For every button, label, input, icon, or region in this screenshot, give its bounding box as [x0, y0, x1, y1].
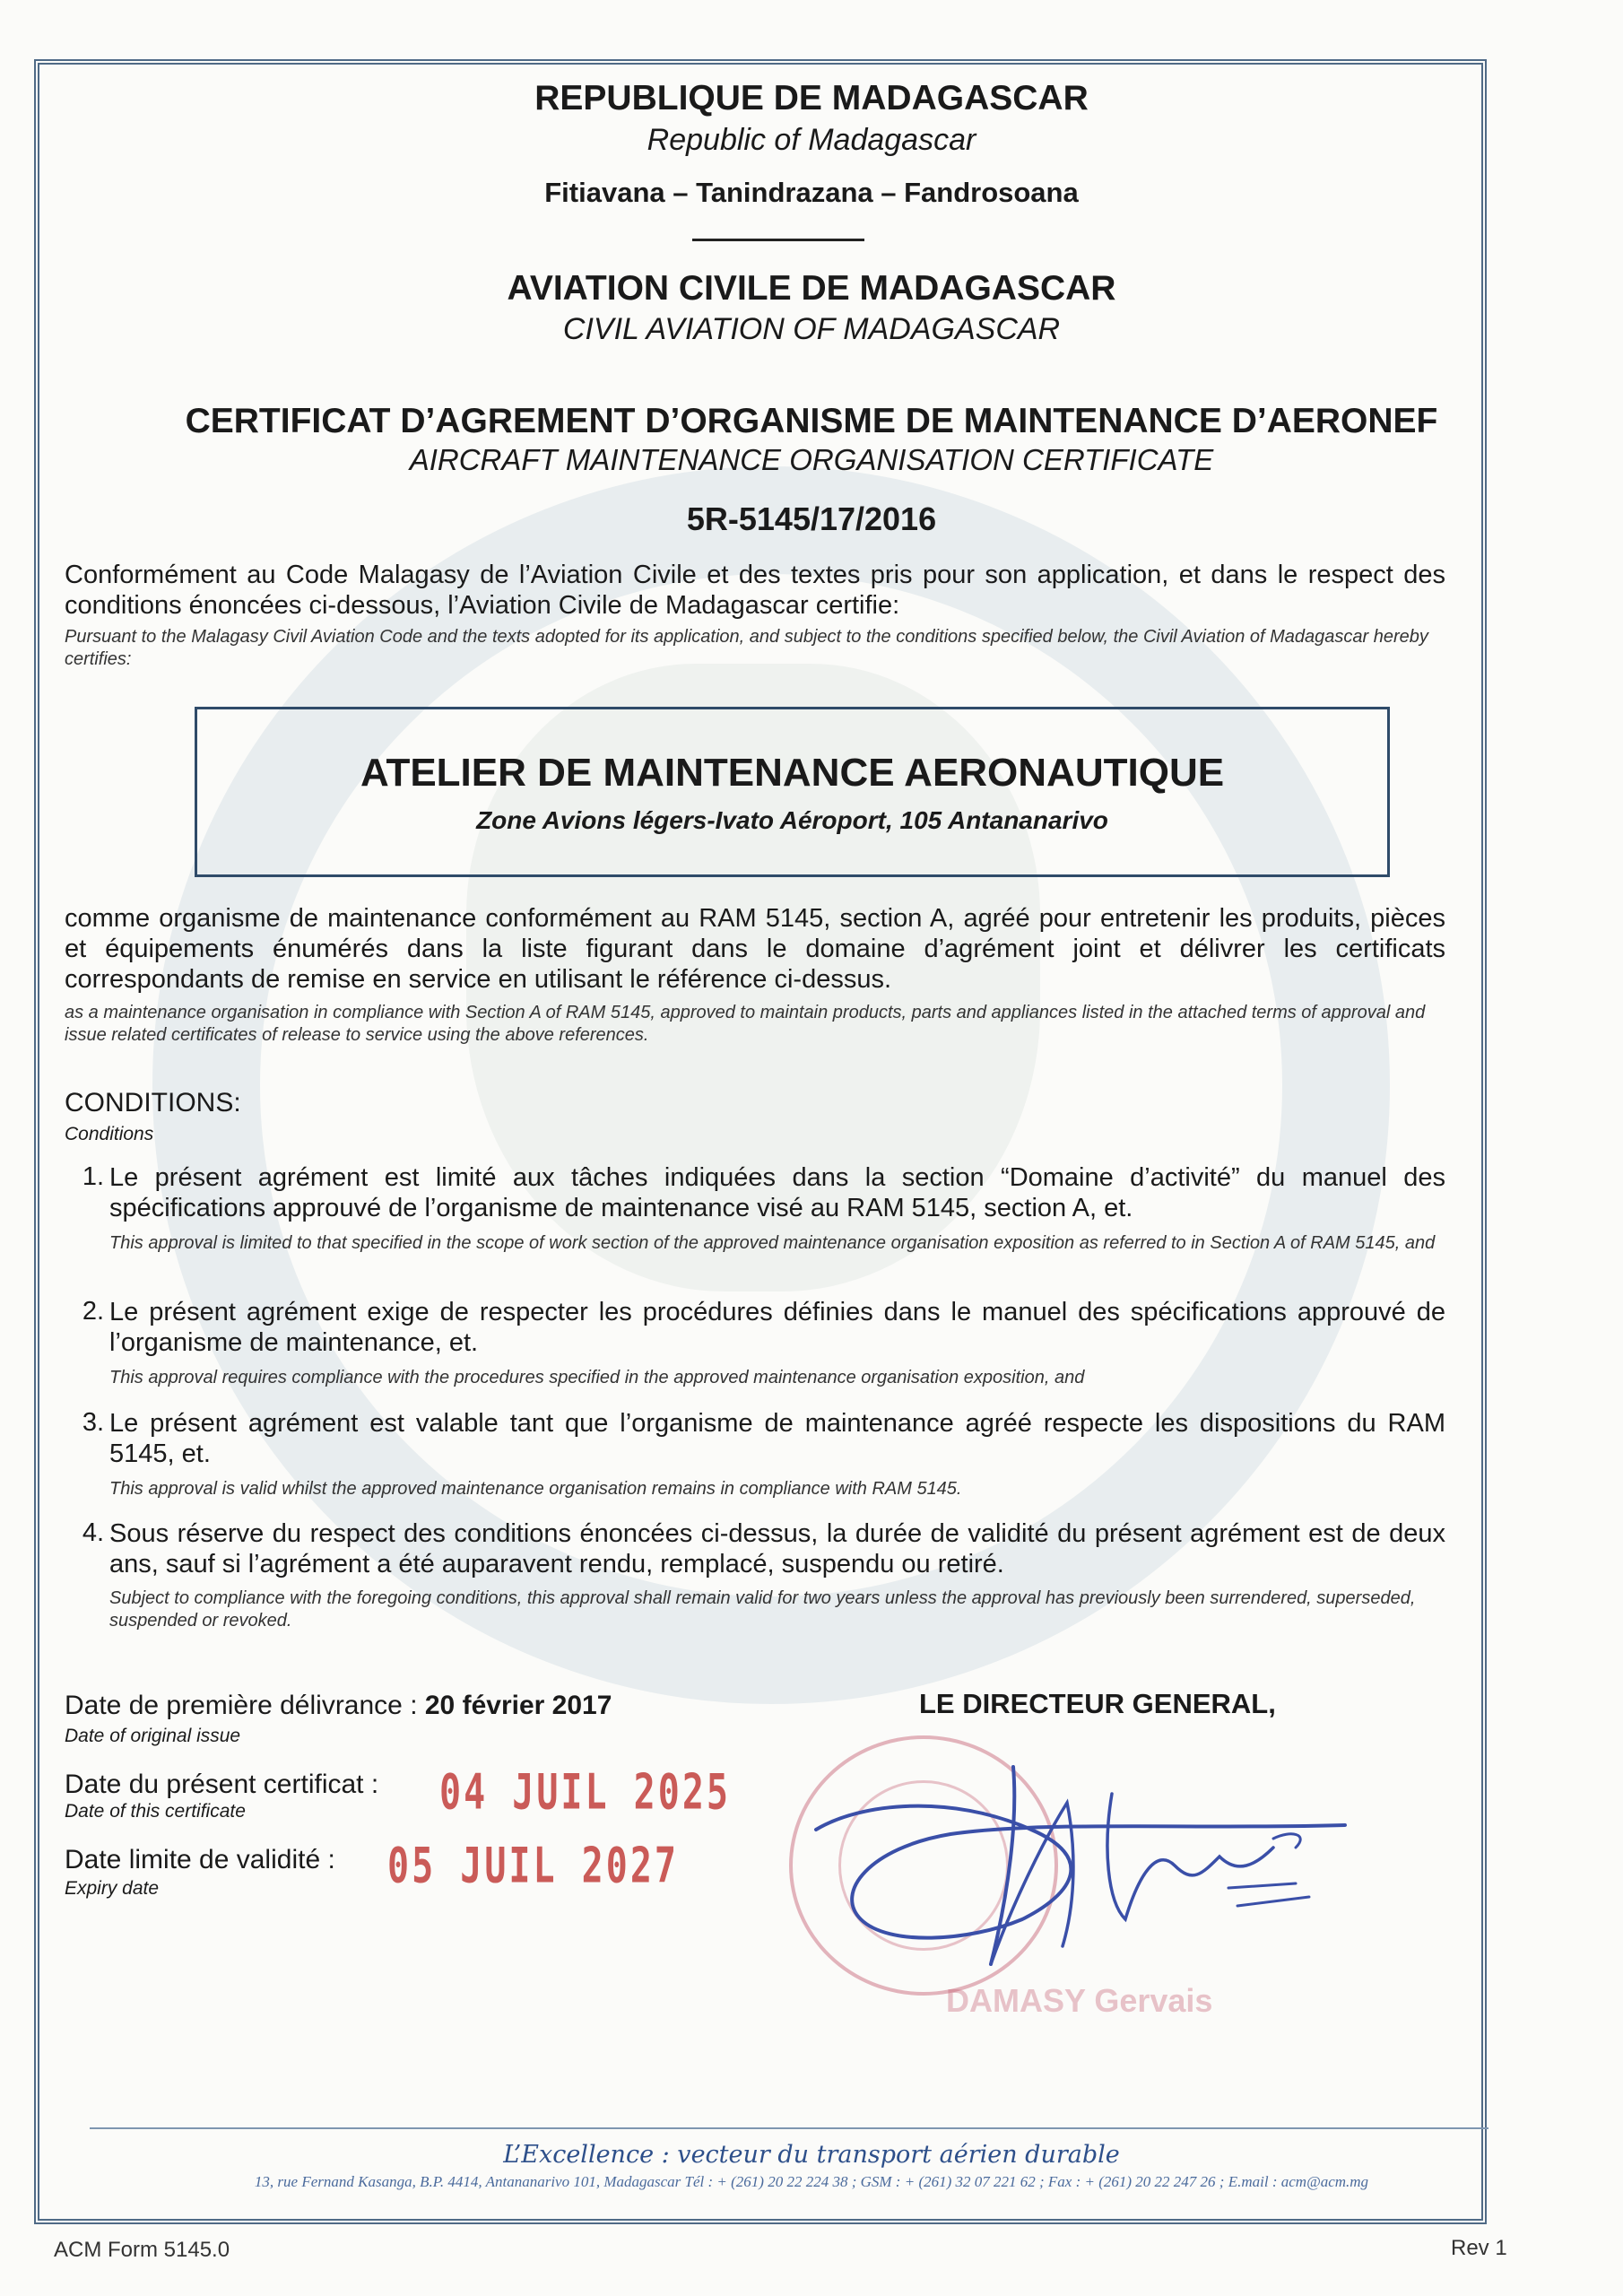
- organisation-address: Zone Avions légers-Ivato Aéroport, 105 Antananarivo: [476, 806, 1108, 834]
- revision-label: Rev 1: [1451, 2236, 1507, 2260]
- intro-text-fr: Conformément au Code Malagasy de l’Aviation Civile et des textes pris pour son application, et dans le respect des conditions énoncées ci-dessous, l’Aviation Civile de Madagascar certifie:: [65, 561, 1445, 620]
- footer-address: 13, rue Fernand Kasanga, B.P. 4414, Antananarivo 101, Madagascar Tél : + (261) 20 22 224 38 ; GSM : + (261) 32 07 221 62 ; Fax : + (261) 20 22 247 26 ; E.mail : acm@acm.mg: [254, 2173, 1369, 2190]
- conditions-title: CONDITIONS:: [65, 1088, 241, 1118]
- director-title: LE DIRECTEUR GENERAL,: [919, 1688, 1276, 1719]
- condition-text-en: This approval is limited to that specified in the scope of work section of the approved maintenance organisation exposition as referred to in Section A of RAM 5145, and: [109, 1233, 1436, 1253]
- condition-text-en: Subject to compliance with the foregoing conditions, this approval shall remain valid for two years unless the approval has previously been surrendered, superseded, suspended or revoked.: [109, 1588, 1416, 1631]
- scope-text-en: as a maintenance organisation in compliance with Section A of RAM 5145, approved to maintain products, parts and appliances listed in the attached terms of approval and issue related certificates of release to service using the above references.: [65, 1003, 1426, 1045]
- certificate-title-fr: CERTIFICAT D’AGREMENT D’ORGANISME DE MAINTENANCE D’AERONEF: [185, 402, 1438, 440]
- intro-text-en: Pursuant to the Malagasy Civil Aviation Code and the texts adopted for its application, and subject to the conditions specified below, the Civil Aviation of Madagascar hereby certifies:: [65, 627, 1428, 669]
- authority-title-en: CIVIL AVIATION OF MADAGASCAR: [562, 312, 1061, 346]
- organisation-name: ATELIER DE MAINTENANCE AERONAUTIQUE: [360, 751, 1225, 795]
- organisation-box: [195, 707, 1390, 877]
- current-certificate-label: Date du présent certificat :: [65, 1770, 379, 1799]
- original-issue-label-en: Date of original issue: [65, 1726, 241, 1746]
- condition-number: 1.: [82, 1162, 104, 1191]
- original-issue-date: 20 février 2017: [424, 1691, 612, 1720]
- original-issue-label: Date de première délivrance :: [65, 1691, 418, 1720]
- current-certificate-label-en: Date of this certificate: [65, 1801, 246, 1822]
- national-motto: Fitiavana – Tanindrazana – Fandrosoana: [544, 177, 1079, 208]
- footer-divider: [90, 2127, 1488, 2129]
- condition-number: 3.: [82, 1408, 104, 1437]
- condition-text-en: This approval requires compliance with the procedures specified in the approved maintenance organisation exposition, and: [109, 1368, 1085, 1387]
- signature-icon: [807, 1740, 1363, 1973]
- condition-text-fr: Le présent agrément est limité aux tâches indiquées dans la section “Domaine d’activité” du manuel des spécifications approuvé de l’organisme de maintenance visé au RAM 5145, section A, et.: [109, 1163, 1445, 1222]
- expiry-date-stamp: 05 JUIL 2027: [387, 1839, 679, 1895]
- condition-number: 4.: [82, 1518, 104, 1547]
- condition-text-en: This approval is valid whilst the approved maintenance organisation remains in compliance with RAM 5145.: [109, 1479, 962, 1499]
- expiry-label-en: Expiry date: [65, 1878, 160, 1899]
- condition-number: 2.: [82, 1297, 104, 1326]
- country-title-en: Republic of Madagascar: [647, 123, 976, 157]
- conditions-subtitle: Conditions: [65, 1124, 154, 1144]
- form-identifier: ACM Form 5145.0: [54, 2238, 230, 2262]
- signatory-name: DAMASY Gervais: [946, 1982, 1213, 2019]
- condition-text-fr: Le présent agrément exige de respecter les procédures définies dans le manuel des spécifications approuvé de l’organisme de maintenance, et.: [109, 1298, 1445, 1357]
- country-title-fr: REPUBLIQUE DE MADAGASCAR: [534, 79, 1089, 117]
- certificate-title-en: AIRCRAFT MAINTENANCE ORGANISATION CERTIFICATE: [409, 443, 1214, 476]
- condition-text-fr: Le présent agrément est valable tant que l’organisme de maintenance agréé respecte les dispositions du RAM 5145, et.: [109, 1409, 1445, 1468]
- authority-title-fr: AVIATION CIVILE DE MADAGASCAR: [507, 269, 1116, 308]
- header-divider: [692, 239, 864, 241]
- certificate-number: 5R-5145/17/2016: [686, 500, 937, 537]
- footer-motto: L’Excellence : vecteur du transport aérien durable: [503, 2141, 1120, 2169]
- expiry-label: Date limite de validité :: [65, 1845, 335, 1874]
- original-issue-row: [65, 1691, 612, 1721]
- current-certificate-date-stamp: 04 JUIL 2025: [439, 1765, 731, 1822]
- condition-text-fr: Sous réserve du respect des conditions énoncées ci-dessus, la durée de validité du présent agrément est de deux ans, sauf si l’agrément a été auparavent rendu, remplacé, suspendu ou retiré.: [109, 1519, 1445, 1578]
- scope-text-fr: comme organisme de maintenance conformément au RAM 5145, section A, agréé pour entretenir les produits, pièces et équipements énumérés dans la liste figurant dans le domaine d’agrément joint et délivrer les certificats correspondants de remise en service en utilisant le référence ci-dessus.: [65, 904, 1445, 994]
